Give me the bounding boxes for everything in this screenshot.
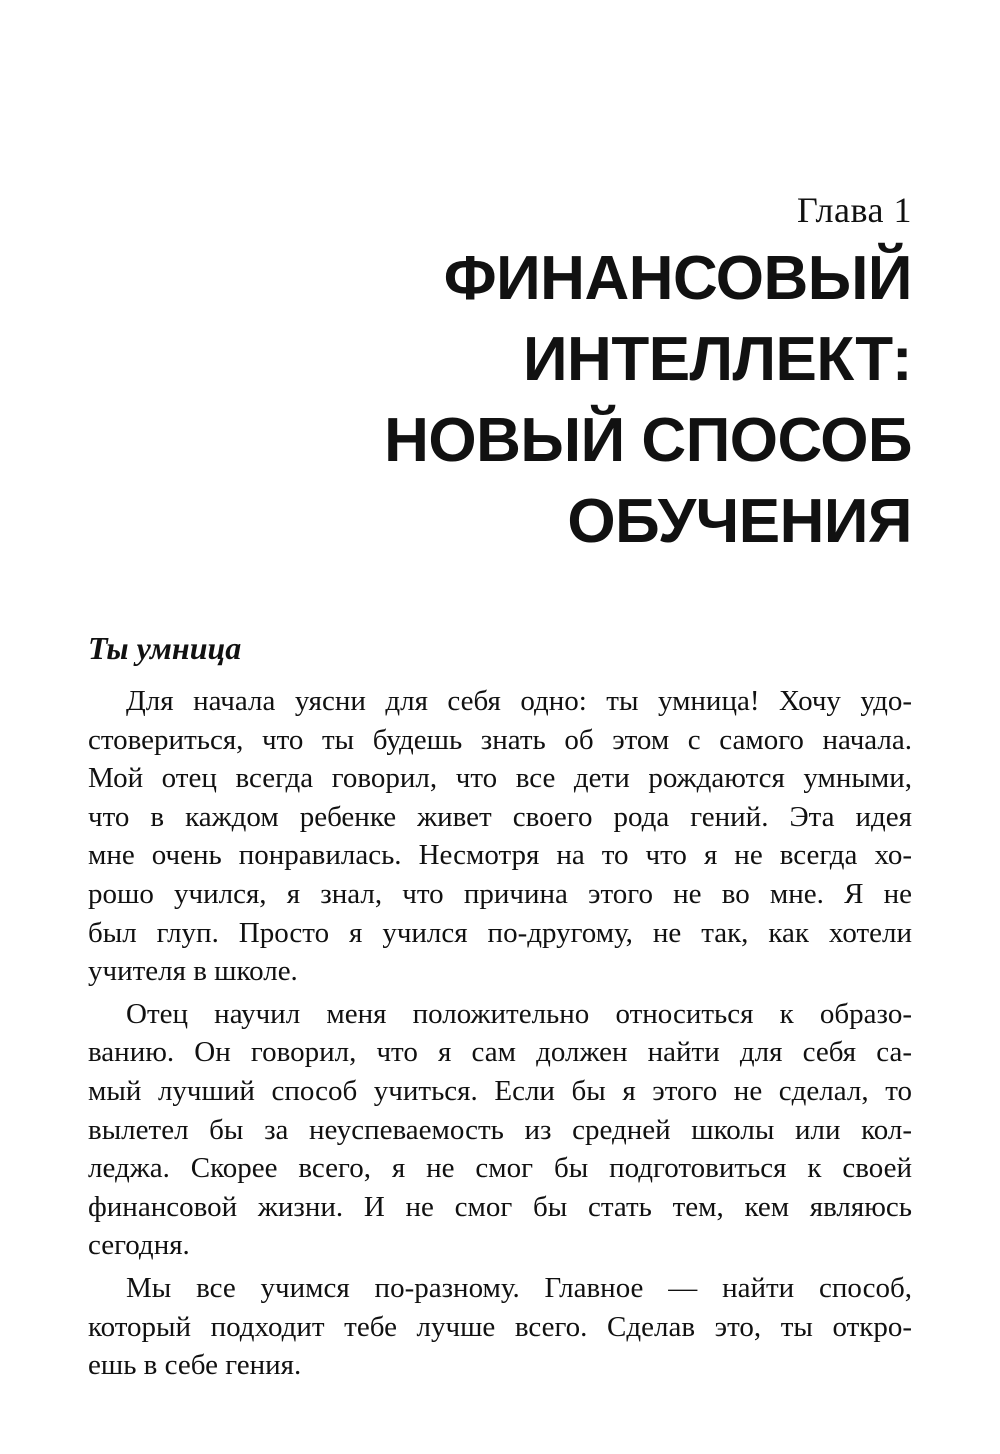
paragraph-1	[88, 682, 912, 991]
text-line: Мой отец всегда говорил, что все дети рождаются умными,	[88, 762, 912, 795]
text-line: леджа. Скорее всего, я не смог бы подготовиться к своей	[88, 1152, 912, 1185]
text-line: ванию. Он говорил, что я сам должен найти для себя са-	[88, 1036, 912, 1069]
text-line: вылетел бы за неуспеваемость из средней школы или кол-	[88, 1113, 912, 1146]
text-line: Мы все учимся по-разному. Главное — найти способ,	[126, 1271, 912, 1304]
text-line: который подходит тебе лучше всего. Сделав это, ты откро-	[88, 1310, 912, 1343]
text-line: что в каждом ребенке живет своего рода гений. Эта идея	[88, 800, 912, 833]
text-line: стовериться, что ты будешь знать об этом с самого начала.	[88, 723, 912, 756]
text-line: рошо учился, я знал, что причина этого не во мне. Я не	[88, 877, 912, 910]
section-heading: Ты умница	[88, 630, 242, 666]
text-line: ешь в себе гения.	[88, 1349, 302, 1382]
chapter-number: Глава 1	[796, 190, 912, 230]
text-line: учителя в школе.	[88, 955, 298, 988]
chapter-title-line: ИНТЕЛЛЕКТ:	[522, 325, 912, 394]
text-line: финансовой жизни. И не смог бы стать тем, кем являюсь	[88, 1190, 912, 1223]
text-line: сегодня.	[88, 1229, 190, 1262]
text-line: мне очень понравилась. Несмотря на то что я не всегда хо-	[88, 839, 912, 872]
chapter-header	[384, 188, 912, 562]
chapter-title-line: ОБУЧЕНИЯ	[567, 487, 912, 556]
chapter-title-line: ФИНАНСОВЫЙ	[443, 244, 912, 313]
chapter-title	[384, 238, 912, 562]
paragraph-3	[88, 1269, 912, 1385]
text-line: Отец научил меня положительно относиться к образо-	[126, 997, 912, 1030]
text-line: был глуп. Просто я учился по-другому, не так, как хотели	[88, 916, 912, 949]
body-text	[88, 682, 912, 1385]
text-line: мый лучший способ учиться. Если бы я этого не сделал, то	[88, 1074, 912, 1107]
chapter-title-line: НОВЫЙ СПОСОБ	[384, 406, 912, 475]
text-line: Для начала уясни для себя одно: ты умница! Хочу удо-	[126, 685, 912, 717]
paragraph-2	[88, 995, 912, 1265]
